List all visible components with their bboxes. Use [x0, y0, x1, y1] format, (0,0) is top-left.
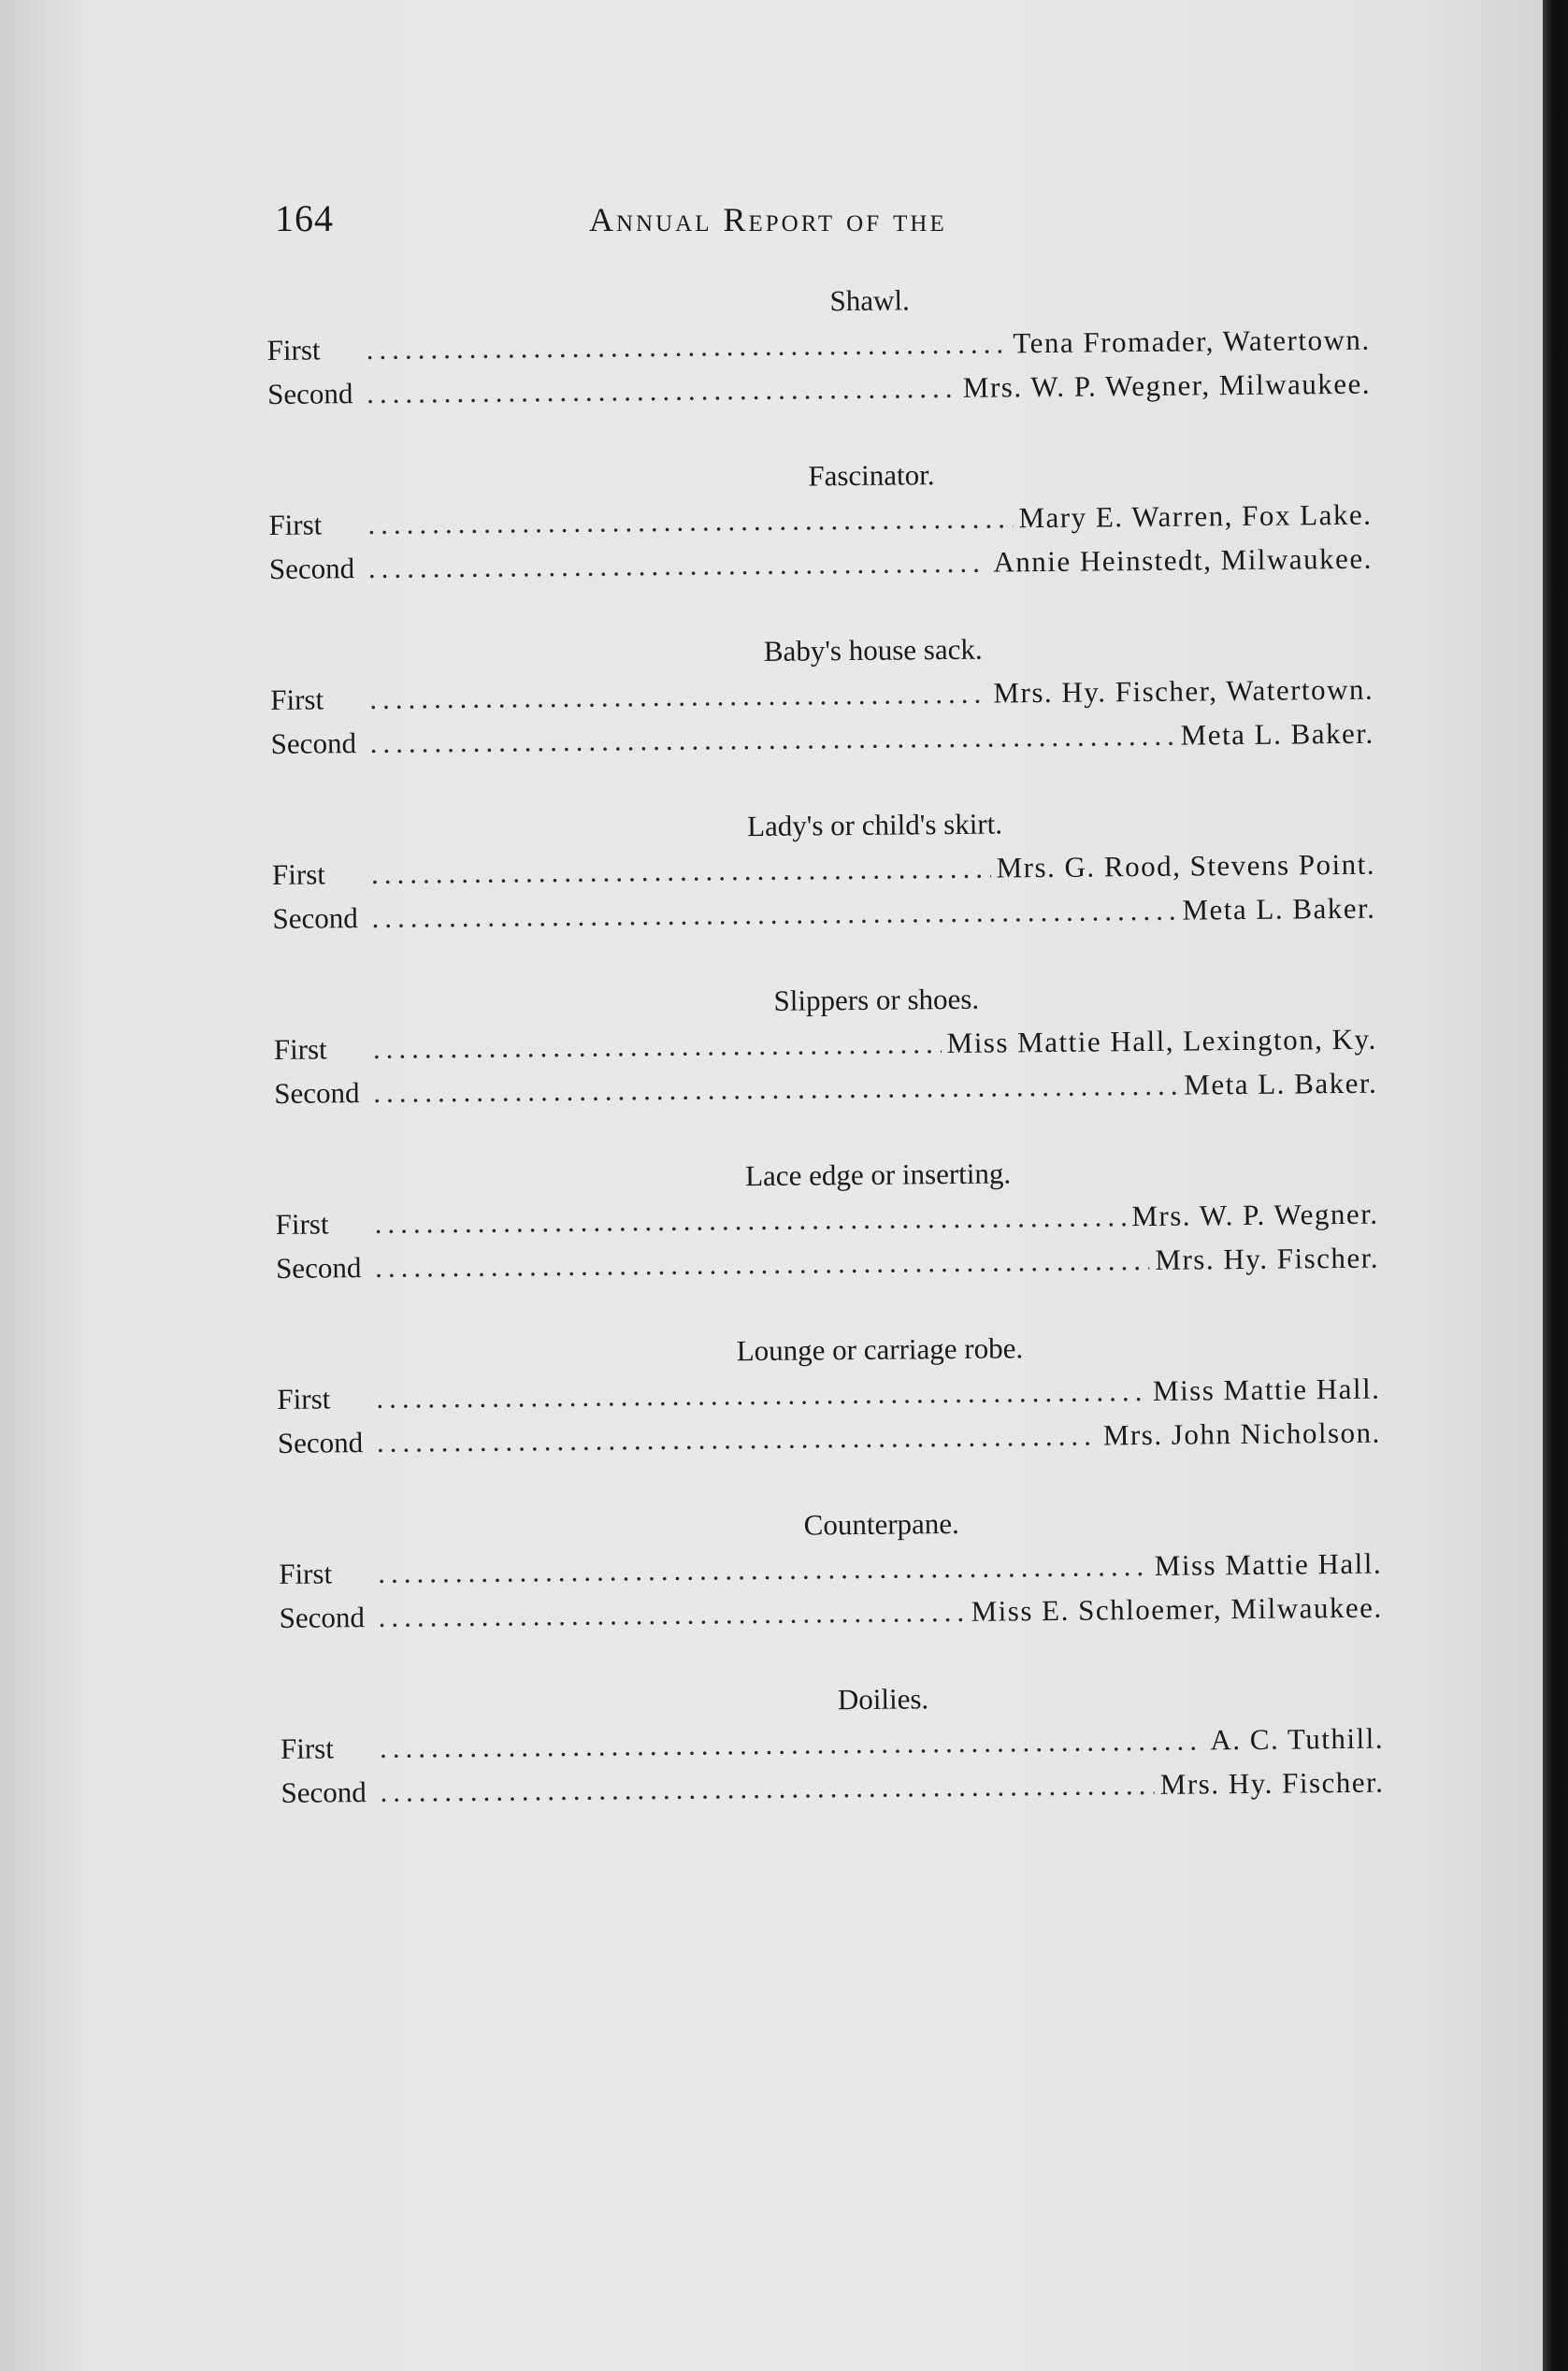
dot-leader — [366, 321, 1007, 371]
award-entry — [278, 1411, 1381, 1465]
section-title: Doilies. — [837, 1682, 929, 1717]
awards-list — [266, 275, 1385, 1859]
award-section — [279, 1499, 1384, 1684]
place-label: Second — [277, 1426, 364, 1459]
dot-leader — [371, 888, 1176, 940]
place-label: Second — [266, 377, 353, 410]
winner-name: Miss Mattie Hall. — [1152, 1372, 1381, 1407]
dot-leader — [378, 1589, 965, 1639]
award-entry — [269, 537, 1373, 591]
award-section — [271, 799, 1376, 984]
place-label: Second — [281, 1775, 367, 1809]
award-section — [275, 1149, 1380, 1334]
winner-name: Miss E. Schloemer, Milwaukee. — [971, 1590, 1383, 1628]
award-entry — [279, 1586, 1382, 1640]
dot-leader — [375, 1238, 1150, 1289]
dot-leader — [373, 1063, 1178, 1114]
winner-name: A. C. Tuthill. — [1210, 1721, 1385, 1757]
award-entry — [274, 1061, 1377, 1115]
winner-name: Tena Fromader, Watertown. — [1013, 323, 1371, 360]
winner-name: Mary E. Warren, Fox Lake. — [1018, 497, 1373, 535]
award-section — [273, 974, 1378, 1159]
winner-name: Meta L. Baker. — [1184, 1066, 1378, 1101]
winner-name: Mrs. John Nicholson. — [1102, 1415, 1382, 1452]
dot-leader — [367, 496, 1013, 546]
section-title: Shawl. — [829, 283, 910, 318]
winner-name: Annie Heinstedt, Milwaukee. — [993, 541, 1374, 579]
winner-name: Mrs. G. Rood, Stevens Point. — [996, 847, 1376, 884]
section-title: Lady's or child's skirt. — [746, 807, 1003, 843]
dot-leader — [369, 713, 1174, 765]
place-label: First — [266, 333, 321, 366]
dot-leader — [380, 1717, 1205, 1769]
place-label: Second — [270, 726, 357, 760]
award-section — [280, 1674, 1385, 1859]
dot-leader — [371, 846, 991, 896]
page-header — [271, 196, 1374, 252]
award-section — [268, 450, 1374, 635]
place-label: First — [279, 1557, 333, 1590]
running-title: Annual Report of the — [589, 201, 947, 238]
award-entry — [272, 886, 1375, 941]
section-title: Baby's house sack. — [763, 632, 983, 668]
place-label: Second — [275, 1251, 362, 1285]
dot-leader — [377, 1414, 1098, 1464]
place-label: Second — [279, 1601, 366, 1634]
winner-name: Mrs. W. P. Wegner. — [1131, 1197, 1379, 1233]
place-label: First — [271, 857, 326, 891]
winner-name: Mrs. Hy. Fischer. — [1155, 1241, 1380, 1276]
place-label: First — [270, 683, 324, 716]
section-title: Counterpane. — [803, 1506, 959, 1542]
place-label: First — [277, 1382, 331, 1415]
winner-name: Meta L. Baker. — [1180, 716, 1374, 752]
winner-name: Mrs. Hy. Fischer, Watertown. — [993, 672, 1374, 710]
place-label: Second — [274, 1076, 360, 1110]
dot-leader — [373, 1021, 942, 1071]
award-entry — [281, 1760, 1384, 1815]
dot-leader — [376, 1369, 1147, 1420]
dot-leader — [367, 366, 957, 415]
book-spine-shadow — [1543, 0, 1568, 2371]
award-section — [266, 275, 1372, 460]
place-label: First — [273, 1032, 327, 1066]
award-entry — [270, 711, 1374, 766]
section-title: Lace edge or inserting. — [744, 1157, 1012, 1193]
winner-name: Miss Mattie Hall, Lexington, Ky. — [946, 1022, 1377, 1060]
award-entry — [267, 362, 1371, 416]
award-entry — [276, 1236, 1379, 1290]
dot-leader — [380, 1762, 1155, 1814]
winner-name: Meta L. Baker. — [1182, 891, 1376, 927]
place-label: First — [275, 1207, 329, 1241]
dot-leader — [374, 1194, 1126, 1245]
place-label: Second — [268, 552, 355, 585]
award-section — [277, 1324, 1382, 1509]
section-title: Lounge or carriage robe. — [736, 1331, 1024, 1368]
winner-name: Mrs. Hy. Fischer. — [1159, 1765, 1385, 1801]
section-title: Slippers or shoes. — [773, 982, 980, 1017]
winner-name: Miss Mattie Hall. — [1154, 1546, 1383, 1582]
place-label: First — [280, 1732, 335, 1765]
winner-name: Mrs. W. P. Wegner, Milwaukee. — [962, 366, 1372, 404]
award-section — [270, 625, 1375, 810]
page-number: 164 — [275, 197, 334, 239]
dot-leader — [378, 1544, 1149, 1595]
section-title: Fascinator. — [808, 458, 935, 493]
place-label: First — [268, 508, 323, 541]
dot-leader — [369, 671, 988, 721]
place-label: Second — [272, 901, 358, 935]
dot-leader — [368, 540, 988, 590]
